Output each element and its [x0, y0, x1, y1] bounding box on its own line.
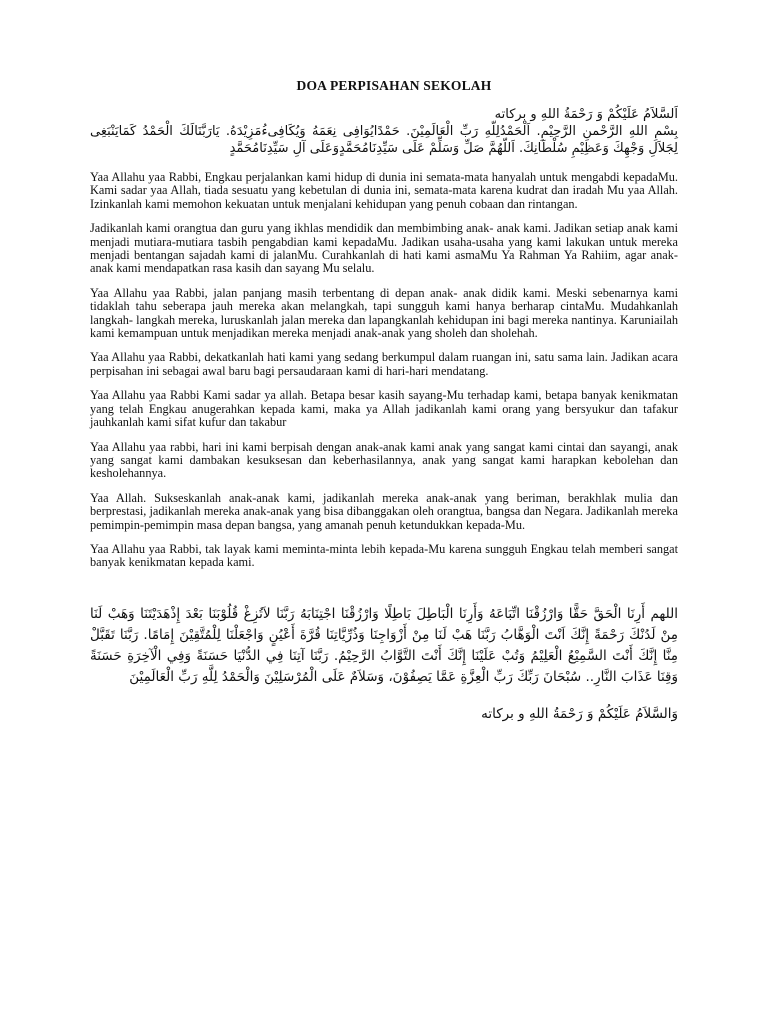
prayer-paragraph-4: Yaa Allahu yaa Rabbi, dekatkanlah hati kami yang sedang berkumpul dalam ruangan ini, satu sama lain. Jadikan acara perpisahan ini sebagai awal baru bagi persaudaraan kami di hari-hari mendatang.: [90, 350, 678, 378]
prayer-paragraph-1: Yaa Allahu yaa Rabbi, Engkau perjalankan kami hidup di dunia ini semata-mata hanyalah untuk mengabdi kepadaMu. Kami sadar yaa Allah, tiada sesuatu yang kebetulan di dunia ini, semata-mata karena kudrat dan iradah Mu yaa Allah. Izinkanlah kami memohon kekuatan untuk menjalani kehidupan yang penuh cobaan dan rintangan.: [90, 170, 678, 211]
arabic-greeting: اَلسَّلاَمُ عَلَيْكُمْ وَ رَحْمَةُ اللهِ و بركاته: [494, 107, 678, 122]
prayer-paragraph-2: Jadikanlah kami orangtua dan guru yang ikhlas mendidik dan membimbing anak- anak kami. Jadikan setiap anak kami menjadi mutiara-mutiara tasbih pengabdian kami kepadaMu. Jadikan usaha-usaha yang kami lakukan untuk mereka menjadi bentangan sajadah kami di jalanMu. Curahkanlah di hati kami asmaMu Ya Rahman Ya Rahiim, agar anak-anak kami mendapatkan rasa kasih dan sayang Mu selalu.: [90, 221, 678, 276]
prayer-paragraph-7: Yaa Allah. Sukseskanlah anak-anak kami, jadikanlah mereka anak-anak yang beriman, berakhlak mulia dan berprestasi, jadikanlah mereka anak-anak yang bisa dibanggakan oleh orangtua, bangsa dan Negara. Jadikanlah mereka pemimpin-pemimpin masa depan bangsa, yang amanah penuh ketundukkan kepada-Mu.: [90, 490, 678, 532]
arabic-closing-prayer: اللهم أَرِنَا الْحَقَّ حَقًّا وَارْزُقْنَا اتِّبَاعَهُ وَأَرِنَا الْبَاطِلَ بَاطِلًا وَارْزُقْنَا اجْتِنَابَهُ رَبَّنَا لاَتُزِغْ قُلُوْبَنَا بَعْدَ إِذْهَدَيْتَنَا وَهَبْ لَنَا مِنْ لَدُنْكَ رَحْمَةً إِنَّكَ اَنْتَ الْوَهَّابُ رَبَّنَا هَبْ لَنَا مِنْ أَزْوَاجِنَا وَذُرِّيَّاتِنَا قُرَّةَ أَعْيُنٍ وَاجْعَلْنَا لِلْمُتَّقِيْنَ إِمَامًا. رَبَّنَا تَقَبَّلْ مِنَّا إِنَّكَ أَنْتَ السَّمِيْعُ الْعَلِيْمُ وَتُبْ عَلَيْنَا إِنَّكَ أَنْتَ التَّوَّابُ الرَّحِيْمُ. رَبَّنَا آتِنَا فِي الدُّنْيَا حَسَنَةً وَفِي الْآخِرَةِ حَسَنَةً وَقِنَا عَذَابَ النَّارِ.. سُبْحَانَ رَبِّكَ رَبِّ الْعِزَّةِ عَمَّا يَصِفُوْنَ، وَسَلاَمٌ عَلَى الْمُرْسَلِيْنَ وَالْحَمْدُ لِلَّهِ رَبِّ الْعَالَمِيْنَ: [90, 605, 678, 685]
document-title: DOA PERPISAHAN SEKOLAH: [296, 78, 492, 93]
document-page: [90, 78, 678, 723]
arabic-opening-prayer: بِسْمِ اللهِ الرَّحْمنِ الرَّحِيْمِ. اَلْحَمْدُلِلّهِ رَبِّ الْعَالَمِيْنَ. حَمْدًايُوَافِى نِعَمَهُ وَيُكَافِىءُمَزِيْدَهُ. يَارَبَّنَالَكَ الْحَمْدُ كَمَايَنْبَغِى لِجَلاَلِ وَجْهِكَ وَعَظِيْمِ سُلْطَانِكَ. اَللّهُمَّ صَلِّ وَسَلِّمْ عَلَى سَيِّدِنَامُحَمَّدٍوَعَلَى آلِ سَيِّدِنَامُحَمَّدٍ: [90, 124, 678, 156]
arabic-final-greeting: وَالسَّلاَمُ عَلَيْكُمْ وَ رَحْمَةُ اللهِ و بركاته: [481, 705, 678, 722]
prayer-paragraph-8: Yaa Allahu yaa Rabbi, tak layak kami meminta-minta lebih kepada-Mu karena sungguh Engkau telah memberi sangat banyak kenikmatan kepada kami.: [90, 541, 678, 570]
prayer-paragraph-6: Yaa Allahu yaa rabbi, hari ini kami berpisah dengan anak-anak kami anak yang sangat kami cintai dan sayangi, anak yang sangat kami dambakan kesuksesan dan keberhasilannya, anak yang sangat kami harapkan kebolehan dan kesholehannya.: [90, 439, 678, 481]
prayer-paragraph-5: Yaa Allahu yaa Rabbi Kami sadar ya allah. Betapa besar kasih sayang-Mu terhadap kami, betapa banyak kenikmatan yang telah Engkau anugerahkan kepada kami, maka ya Allah jadikanlah kami orang yang bersyukur dan tafakur jauhkanlah kami sifat kufur dan takabur: [90, 388, 678, 430]
prayer-paragraph-3: Yaa Allahu yaa Rabbi, jalan panjang masih terbentang di depan anak- anak didik kami. Meski sebenarnya kami tidaklah tahu seberapa jauh mereka akan melangkah, tapi sungguh kami hanya berharap cintaMu. Mudahkanlah langkah- langkah mereka, luruskanlah jalan mereka dan lapangkanlah kehidupan ini bagi mereka nantinya. Karuniailah kami kemampuan untuk menjadikan mereka menjadi anak-anak yang sholeh dan sholehah.: [90, 285, 678, 341]
